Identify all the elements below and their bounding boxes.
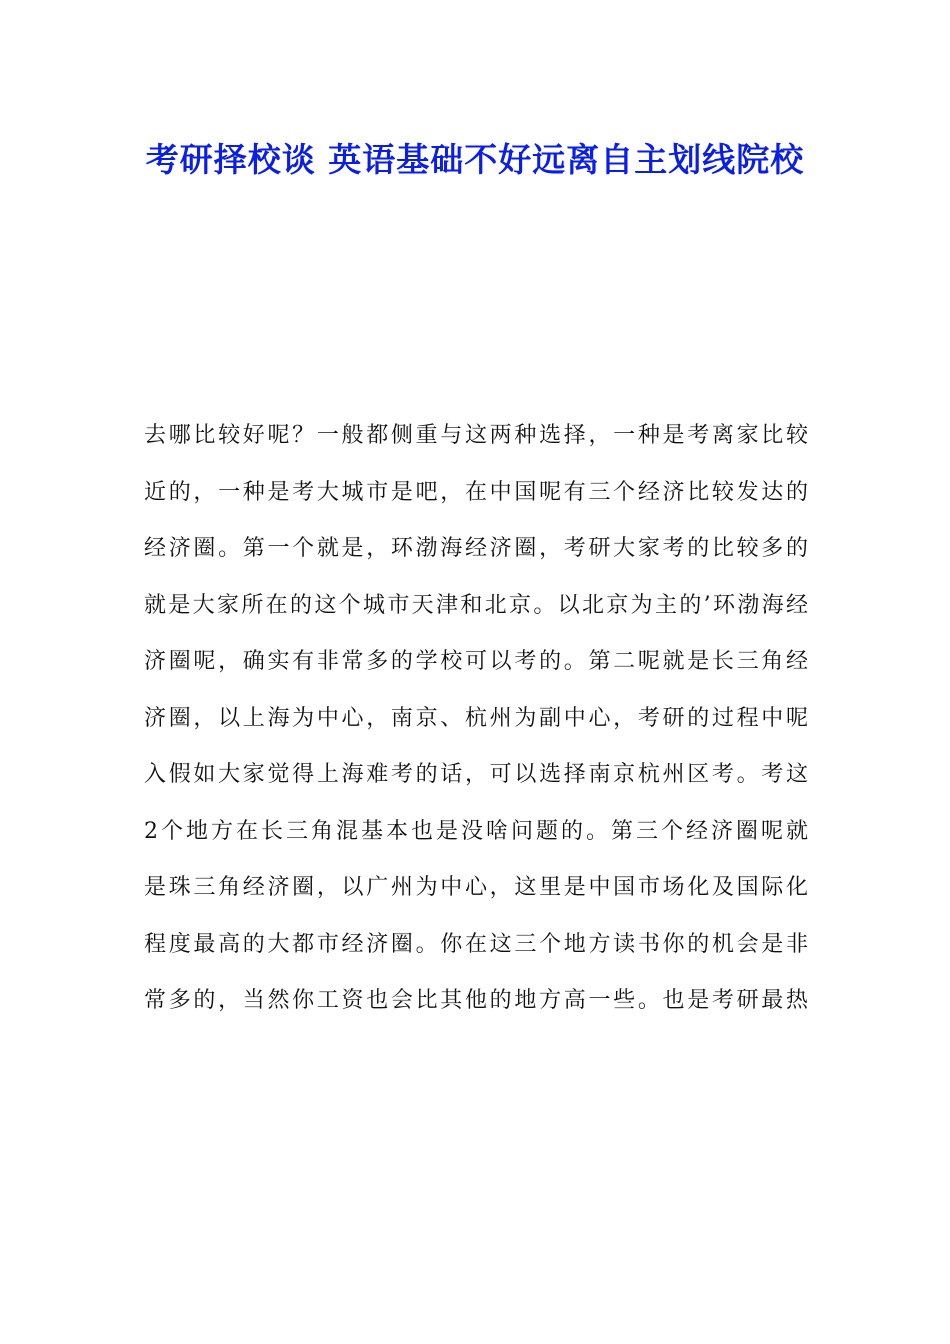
body-line: 经济圈。第一个就是，环渤海经济圈，考研大家考的比较多的: [144, 536, 808, 561]
body-line: 入假如大家觉得上海难考的话，可以选择南京杭州区考。考这: [144, 762, 808, 787]
body-line: 济圈呢，确实有非常多的学校可以考的。第二呢就是长三角经: [144, 649, 808, 674]
body-line: 济圈，以上海为中心，南京、杭州为副中心，考研的过程中呢: [144, 705, 808, 731]
body-line: 2个地方在长三角混基本也是没啥问题的。第三个经济圈呢就: [144, 818, 808, 844]
document-body: [144, 413, 814, 1035]
body-line: 程度最高的大都市经济圈。你在这三个地方读书你的机会是非: [144, 931, 808, 957]
body-line: 常多的，当然你工资也会比其他的地方高一些。也是考研最热: [144, 988, 808, 1013]
body-line: 就是大家所在的这个城市天津和北京。以北京为主的’环渤海经: [144, 592, 808, 618]
document-title: 考研择校谈 英语基础不好远离自主划线院校: [145, 140, 805, 179]
body-line: 是珠三角经济圈，以广州为中心，这里是中国市场化及国际化: [144, 875, 808, 900]
body-line: 近的，一种是考大城市是吧，在中国呢有三个经济比较发达的: [144, 479, 808, 505]
body-line: 去哪比较好呢？一般都侧重与这两种选择，一种是考离家比较: [144, 423, 808, 448]
